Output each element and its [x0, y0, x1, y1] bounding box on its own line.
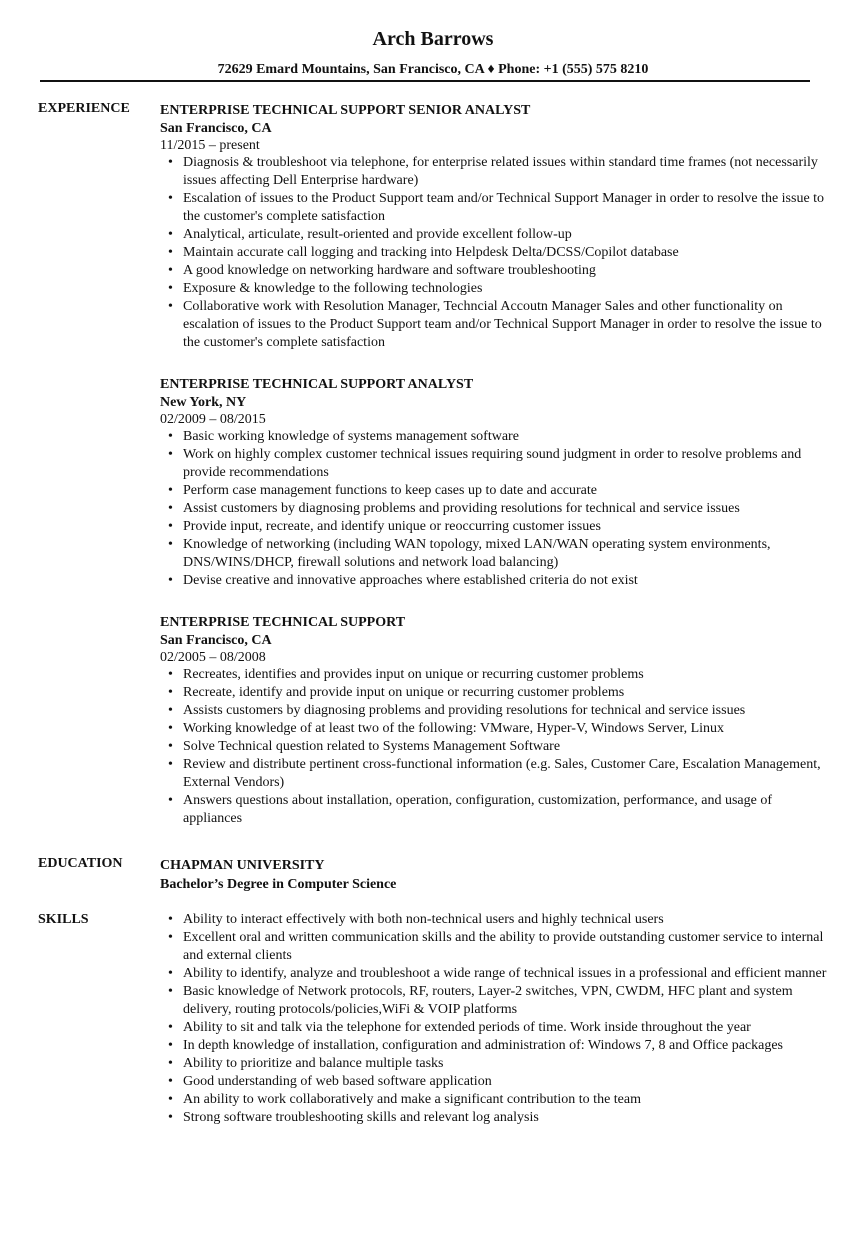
job-bullet: • Review and distribute pertinent cross-functional information (e.g. Sales, Customer Care, Escalation Management, External Vendors): [160, 756, 830, 792]
job-bullet: • Knowledge of networking (including WAN topology, mixed LAN/WAN operating system environments, DNS/WINS/DHCP, firewall solutions and network load balancing): [160, 536, 830, 572]
job-dates: 11/2015 – present: [160, 138, 260, 153]
job-bullet-list: [160, 428, 830, 590]
job-bullet: • A good knowledge on networking hardware and software troubleshooting: [160, 262, 830, 280]
job-title: ENTERPRISE TECHNICAL SUPPORT: [160, 615, 406, 630]
education-degree: Bachelor’s Degree in Computer Science: [160, 877, 397, 892]
skill-item: • In depth knowledge of installation, configuration and administration of: Windows 7, 8 and Office packages: [160, 1037, 830, 1055]
job-bullet: • Recreate, identify and provide input on unique or recurring customer problems: [160, 684, 830, 702]
job-location: San Francisco, CA: [160, 121, 272, 136]
skill-item: • Strong software troubleshooting skills and relevant log analysis: [160, 1109, 830, 1127]
skill-item: • Ability to prioritize and balance multiple tasks: [160, 1055, 830, 1073]
section-label-experience: EXPERIENCE: [38, 101, 130, 116]
job-bullet: • Recreates, identifies and provides input on unique or recurring customer problems: [160, 666, 830, 684]
experience-entry: [160, 102, 830, 352]
job-location: New York, NY: [160, 395, 247, 410]
job-bullet: • Devise creative and innovative approaches where established criteria do not exist: [160, 572, 830, 590]
skill-item: • Ability to interact effectively with both non-technical users and highly technical users: [160, 911, 830, 929]
job-bullet: • Exposure & knowledge to the following technologies: [160, 280, 830, 298]
skills-list-container: [160, 911, 830, 1127]
job-title: ENTERPRISE TECHNICAL SUPPORT SENIOR ANALYST: [160, 103, 531, 118]
section-label-skills: SKILLS: [38, 912, 89, 927]
experience-entry: [160, 614, 830, 828]
skill-item: • An ability to work collaboratively and make a significant contribution to the team: [160, 1091, 830, 1109]
job-bullet: • Diagnosis & troubleshoot via telephone, for enterprise related issues within standard time frames (not necessarily issues affecting Dell Enterprise hardware): [160, 154, 830, 190]
job-bullet: • Collaborative work with Resolution Manager, Techncial Accoutn Manager Sales and other functionality on escalation of issues to the Product Support team and/or Technical Support Manager in order to resolve the issue to the customer's complete satisfaction: [160, 298, 830, 352]
job-bullet: • Answers questions about installation, operation, configuration, customization, performance, and usage of appliances: [160, 792, 830, 828]
skill-item: • Good understanding of web based software application: [160, 1073, 830, 1091]
job-bullet: • Analytical, articulate, result-oriented and provide excellent follow-up: [160, 226, 830, 244]
education-entry: [160, 856, 820, 894]
job-bullet: • Escalation of issues to the Product Support team and/or Technical Support Manager in order to resolve the issue to the customer's complete satisfaction: [160, 190, 830, 226]
job-location: San Francisco, CA: [160, 633, 272, 648]
skill-item: • Ability to identify, analyze and troubleshoot a wide range of technical issues in a professional and efficient manner: [160, 965, 830, 983]
job-bullet: • Maintain accurate call logging and tracking into Helpdesk Delta/DCSS/Copilot database: [160, 244, 830, 262]
job-bullet-list: [160, 154, 830, 352]
job-bullet: • Perform case management functions to keep cases up to date and accurate: [160, 482, 830, 500]
job-bullet: • Assists customers by diagnosing problems and providing resolutions for technical and service issues: [160, 702, 830, 720]
skill-item: • Ability to sit and talk via the telephone for extended periods of time. Work inside throughout the year: [160, 1019, 830, 1037]
header-divider: [40, 80, 810, 82]
job-bullet: • Working knowledge of at least two of the following: VMware, Hyper-V, Windows Server, Linux: [160, 720, 830, 738]
skill-item: • Basic knowledge of Network protocols, RF, routers, Layer-2 switches, VPN, CWDM, HFC plant and system delivery, routing protocols/policies,WiFi & VOIP platforms: [160, 983, 830, 1019]
contact-line: 72629 Emard Mountains, San Francisco, CA ♦ Phone: +1 (555) 575 8210: [217, 62, 649, 77]
resume-name: Arch Barrows: [372, 28, 494, 50]
job-bullet: • Solve Technical question related to Systems Management Software: [160, 738, 830, 756]
skill-item: • Excellent oral and written communication skills and the ability to provide outstanding customer service to internal and external clients: [160, 929, 830, 965]
job-bullet: • Work on highly complex customer technical issues requiring sound judgment in order to resolve problems and provide recommendations: [160, 446, 830, 482]
job-bullet: • Assist customers by diagnosing problems and providing resolutions for technical and service issues: [160, 500, 830, 518]
job-bullet: • Provide input, recreate, and identify unique or reoccurring customer issues: [160, 518, 830, 536]
job-title: ENTERPRISE TECHNICAL SUPPORT ANALYST: [160, 377, 474, 392]
job-bullet-list: [160, 666, 830, 828]
section-label-education: EDUCATION: [38, 856, 123, 871]
skills-bullet-list: [160, 911, 830, 1127]
job-dates: 02/2009 – 08/2015: [160, 412, 266, 427]
job-bullet: • Basic working knowledge of systems management software: [160, 428, 830, 446]
experience-entry: [160, 376, 830, 590]
education-school: CHAPMAN UNIVERSITY: [160, 858, 325, 873]
job-dates: 02/2005 – 08/2008: [160, 650, 266, 665]
